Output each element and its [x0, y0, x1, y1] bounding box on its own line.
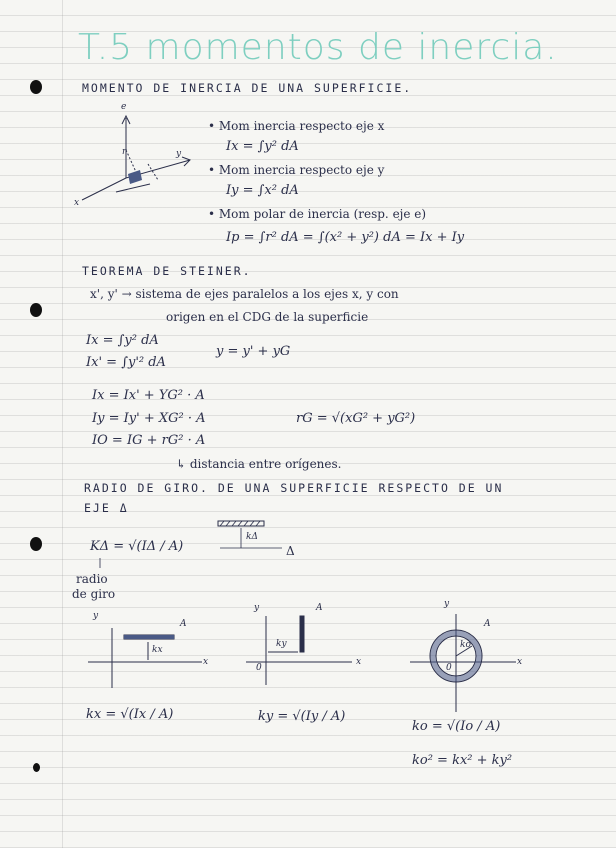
- fig3-y: y: [444, 599, 450, 609]
- steiner-f5: Iy = Iy' + XG² · A: [92, 411, 206, 426]
- radius-formula: KΔ = √(IΔ / A): [90, 539, 184, 554]
- fig2-x: x: [356, 657, 362, 667]
- item1-formula: Ix = ∫y² dA: [226, 139, 299, 154]
- fig1-k: kx: [152, 645, 163, 655]
- item2-formula: Iy = ∫x² dA: [226, 183, 299, 198]
- item3-formula: Ip = ∫r² dA = ∫(x² + y²) dA = Ix + Iy: [226, 230, 465, 245]
- fig1-y: y: [93, 611, 99, 621]
- steiner-line2: origen en el CDG de la superficie: [166, 310, 369, 324]
- item3-text: • Mom polar de inercia (resp. eje e): [208, 207, 427, 221]
- section3-heading: RADIO DE GIRO. DE UNA SUPERFICIE RESPECTO DE UN: [84, 481, 504, 495]
- fig3-formula: ko = √(Io / A): [412, 719, 501, 734]
- fig1-x: x: [203, 657, 209, 667]
- radius-k-label: kΔ: [246, 532, 258, 542]
- axis-r-label: r: [122, 147, 127, 157]
- steiner-f1: Ix = ∫y² dA: [86, 333, 159, 348]
- fig3-x: x: [517, 657, 523, 667]
- section3-heading2: EJE Δ: [84, 501, 129, 515]
- fig3-origin: 0: [446, 663, 452, 673]
- axis-x-label: x: [74, 198, 80, 208]
- fig1-formula: kx = √(Ix / A): [86, 707, 174, 722]
- page-title: T.5 momentos de inercia.: [78, 27, 558, 68]
- fig1-A: A: [180, 619, 187, 629]
- radio-label-2: de giro: [72, 587, 116, 601]
- delta-label: Δ: [286, 544, 295, 558]
- fig2-A: A: [316, 603, 323, 613]
- steiner-f4: Ix = Ix' + YG² · A: [92, 388, 205, 403]
- fig3-k: ko: [460, 640, 471, 650]
- section1-heading: MOMENTO DE INERCIA DE UNA SUPERFICIE.: [82, 81, 413, 95]
- fig2-origin: 0: [256, 663, 262, 673]
- steiner-f6: IO = IG + rG² · A: [92, 433, 206, 448]
- fig3-formula2: ko² = kx² + ky²: [412, 753, 513, 768]
- steiner-note: ↳ distancia entre orígenes.: [176, 457, 342, 471]
- steiner-f7: rG = √(xG² + yG²): [296, 411, 416, 426]
- axis-y-label: y: [176, 149, 182, 159]
- item1-text: • Mom inercia respecto eje x: [208, 119, 385, 133]
- steiner-line1: x', y' → sistema de ejes paralelos a los ejes x, y con: [90, 287, 399, 301]
- steiner-f3: y = y' + yG: [216, 344, 291, 359]
- item2-text: • Mom inercia respecto eje y: [208, 163, 385, 177]
- fig2-formula: ky = √(Iy / A): [258, 709, 346, 724]
- radio-label-1: radio: [76, 572, 108, 586]
- section2-heading: TEOREMA DE STEINER.: [82, 264, 252, 278]
- fig2-y: y: [254, 603, 260, 613]
- steiner-f2: Ix' = ∫y'² dA: [86, 355, 166, 370]
- axis-e-label: e: [121, 102, 127, 112]
- fig3-A: A: [484, 619, 491, 629]
- fig2-k: ky: [276, 639, 287, 649]
